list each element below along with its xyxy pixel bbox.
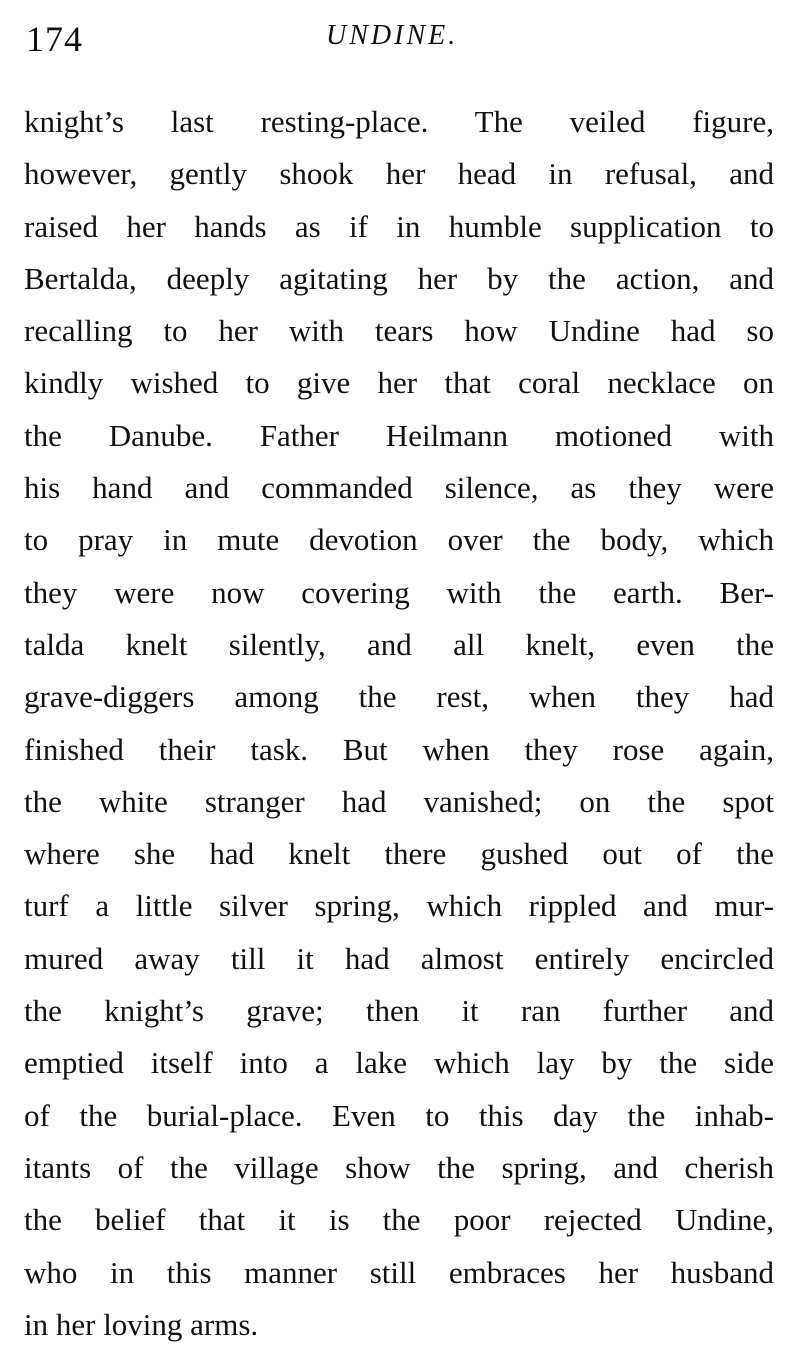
- text-line: finished their task. But when they rose again,: [24, 731, 774, 767]
- text-line: where she had knelt there gushed out of the: [24, 836, 774, 872]
- text-line: itants of the village show the spring, and cherish: [24, 1149, 774, 1185]
- running-title: UNDINE.: [326, 20, 459, 51]
- text-line: Bertalda, deeply agitating her by the action, and: [24, 260, 774, 296]
- text-line: to pray in mute devotion over the body, which: [24, 522, 774, 558]
- text-line: the Danube. Father Heilmann motioned with: [24, 417, 774, 453]
- page-header: [26, 14, 786, 64]
- text-line: who in this manner still embraces her husband: [24, 1254, 774, 1290]
- text-line: knight’s last resting-place. The veiled figure,: [24, 104, 774, 139]
- text-line: mured away till it had almost entirely encircled: [24, 940, 774, 976]
- text-line: turf a little silver spring, which rippled and mur-: [24, 888, 774, 924]
- text-line: in her loving arms.: [24, 1306, 259, 1342]
- text-line: the knight’s grave; then it ran further and: [24, 993, 774, 1029]
- text-line: emptied itself into a lake which lay by the side: [24, 1045, 774, 1081]
- text-line: however, gently shook her head in refusal, and: [24, 156, 774, 192]
- body-paragraph: [24, 96, 774, 1351]
- text-line: grave-diggers among the rest, when they had: [24, 679, 774, 715]
- text-line: of the burial-place. Even to this day the inhab-: [24, 1097, 774, 1133]
- text-line: they were now covering with the earth. Ber-: [24, 574, 774, 610]
- text-line: raised her hands as if in humble supplication to: [24, 208, 774, 244]
- text-line: recalling to her with tears how Undine had so: [24, 313, 774, 349]
- page-number: 174: [26, 19, 83, 59]
- text-line: the belief that it is the poor rejected Undine,: [24, 1202, 774, 1238]
- text-line: the white stranger had vanished; on the spot: [24, 783, 774, 819]
- text-line: kindly wished to give her that coral necklace on: [24, 365, 774, 401]
- text-line: talda knelt silently, and all knelt, even the: [24, 626, 774, 662]
- text-line: his hand and commanded silence, as they were: [24, 470, 774, 506]
